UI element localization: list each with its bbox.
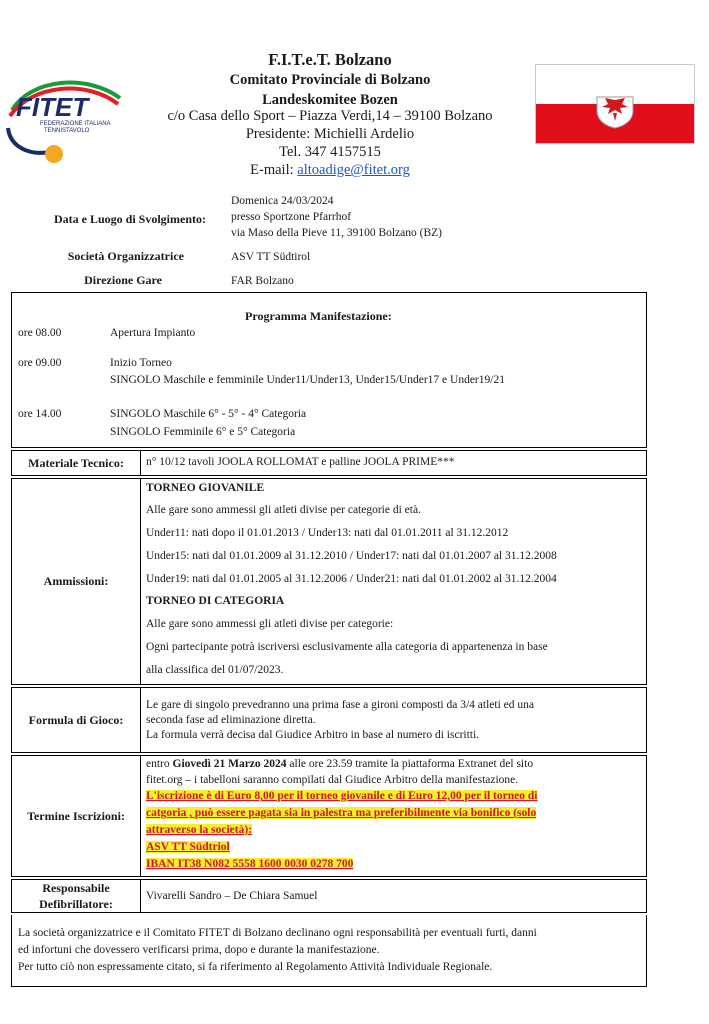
direction-value: FAR Bolzano [231, 275, 294, 287]
program-item-1: Apertura Impianto [110, 327, 196, 339]
deadline-date: Giovedì 21 Marzo 2024 [172, 758, 287, 770]
program-time-2: ore 09.00 [18, 357, 62, 369]
ammissioni-line-3: Under11: nati dopo il 01.01.2013 / Under13: nati dal 01.01.2011 al 31.12.2012 [146, 527, 509, 539]
eagle-icon [593, 85, 637, 129]
formula-row [11, 687, 647, 753]
email-line [140, 160, 520, 180]
ammissioni-line-9: alla classifica del 01/07/2023. [146, 664, 284, 676]
responsabile-label: Responsabile Defibrillatore: [39, 881, 113, 911]
formula-line-2: seconda fase ad eliminazione diretta. [146, 714, 316, 726]
fee-account-name: ASV TT Südtriol [146, 841, 230, 853]
footer-line-2: ed infortuni che dovessero verificarsi prima, dopo e durante la manifestazione. [18, 944, 380, 956]
termine-line-2: fitet.org – i tabelloni saranno compilati dal Giudice Arbitro della manifestazione. [146, 774, 519, 786]
program-item-2b: SINGOLO Maschile e femminile Under11/Under13, Under15/Under17 e Under19/21 [110, 374, 505, 386]
org-title: F.I.T.e.T. Bolzano [268, 50, 392, 69]
fee-iban: IBAN IT38 N082 5558 1600 0030 0278 700 [146, 858, 354, 870]
materiale-label: Materiale Tecnico: [28, 455, 124, 470]
responsabile-text: Vivarelli Sandro – De Chiara Samuel [146, 890, 318, 902]
ammissioni-line-1: TORNEO GIOVANILE [146, 482, 265, 494]
footer-box [11, 915, 647, 987]
termine-label: Termine Iscrizioni: [27, 808, 125, 823]
address: c/o Casa dello Sport – Piazza Verdi,14 – 39100 Bolzano [167, 108, 493, 124]
society-value: ASV TT Südtirol [231, 251, 311, 263]
programma-title: Programma Manifestazione: [245, 309, 392, 323]
ball-icon [45, 145, 63, 163]
ammissioni-line-8: Ogni partecipante potrà iscriversi esclusivamente alla categoria di appartenenza in base [146, 641, 548, 653]
termine-row [11, 755, 647, 877]
formula-line-3: La formula verrà decisa dal Giudice Arbitro in base al numero di iscritti. [146, 729, 480, 741]
formula-label: Formula di Gioco: [28, 712, 124, 727]
ammissioni-line-5: Under19: nati dal 01.01.2005 al 31.12.2006 / Under21: nati dal 01.01.2002 al 31.12.2004 [146, 573, 557, 585]
logo-text: FITET [16, 92, 89, 122]
program-time-1: ore 08.00 [18, 327, 62, 339]
direction-label: Direzione Gare [84, 273, 162, 287]
fee-line-1: L'iscrizione è di Euro 8,00 per il torneo giovanile e di Euro 12,00 per il torneo di [146, 790, 538, 802]
logo-sub1: FEDERAZIONE ITALIANA [40, 121, 111, 127]
fee-line-2: catgoria , può essere pagata sia in palestra ma preferibilmente via bonifico (solo [146, 807, 537, 819]
ammissioni-line-4: Under15: nati dal 01.01.2009 al 31.12.2010 / Under17: nati dal 01.01.2007 al 31.12.2008 [146, 550, 557, 562]
phone: Tel. 347 4157515 [279, 144, 381, 160]
fitet-logo [2, 70, 130, 166]
footer-line-3: Per tutto ciò non espressamente citato, si fa riferimento al Regolamento Attività Individuale Regionale. [18, 961, 493, 973]
termine-line-1: entro Giovedì 21 Marzo 2024 alle ore 23.59 tramite la piattaforma Extranet del sito [146, 758, 534, 770]
ammissioni-line-6: TORNEO DI CATEGORIA [146, 595, 285, 607]
data-label: Data e Luogo di Svolgimento: [53, 212, 206, 226]
logo-sub2: TENNISTAVOLO [44, 128, 90, 134]
program-time-3: ore 14.00 [18, 408, 62, 420]
data-line-1: Domenica 24/03/2024 [231, 195, 334, 207]
society-label: Società Organizzatrice [67, 249, 184, 263]
president: Presidente: Michielli Ardelio [245, 126, 415, 142]
program-item-3a: SINGOLO Maschile 6° - 5° - 4° Categoria [110, 408, 307, 420]
data-line-3: via Maso della Pieve 11, 39100 Bolzano (BZ) [231, 227, 443, 239]
ammissioni-line-2: Alle gare sono ammessi gli atleti divise per categorie di età. [146, 504, 421, 516]
program-item-3b: SINGOLO Femminile 6° e 5° Categoria [110, 426, 296, 438]
south-tyrol-flag [535, 64, 695, 144]
formula-line-1: Le gare di singolo prevedranno una prima fase a gironi composti da 3/4 atleti ed una [146, 699, 535, 711]
responsabile-row [11, 879, 647, 913]
materiale-row [11, 450, 647, 476]
materiale-text: n° 10/12 tavoli JOOLA ROLLOMAT e palline JOOLA PRIME*** [146, 456, 455, 468]
programma-box [11, 292, 647, 448]
committee-de-title: Landeskomitee Bozen [262, 92, 398, 108]
committee-title: Comitato Provinciale di Bolzano [229, 72, 431, 88]
email-link[interactable]: altoadige@fitet.org [297, 162, 410, 178]
fee-line-3: attraverso la società): [146, 824, 253, 836]
program-item-2a: Inizio Torneo [110, 357, 172, 369]
data-line-2: presso Sportzone Pfarrhof [231, 211, 352, 223]
email-label: E-mail: [250, 162, 294, 178]
ammissioni-row [11, 478, 647, 685]
footer-line-1: La società organizzatrice e il Comitato FITET di Bolzano declinano ogni responsabilità per eventuali furti, danni [18, 927, 537, 939]
ammissioni-label: Ammissioni: [43, 574, 109, 588]
ammissioni-line-7: Alle gare sono ammessi gli atleti divise per categorie: [146, 618, 394, 630]
